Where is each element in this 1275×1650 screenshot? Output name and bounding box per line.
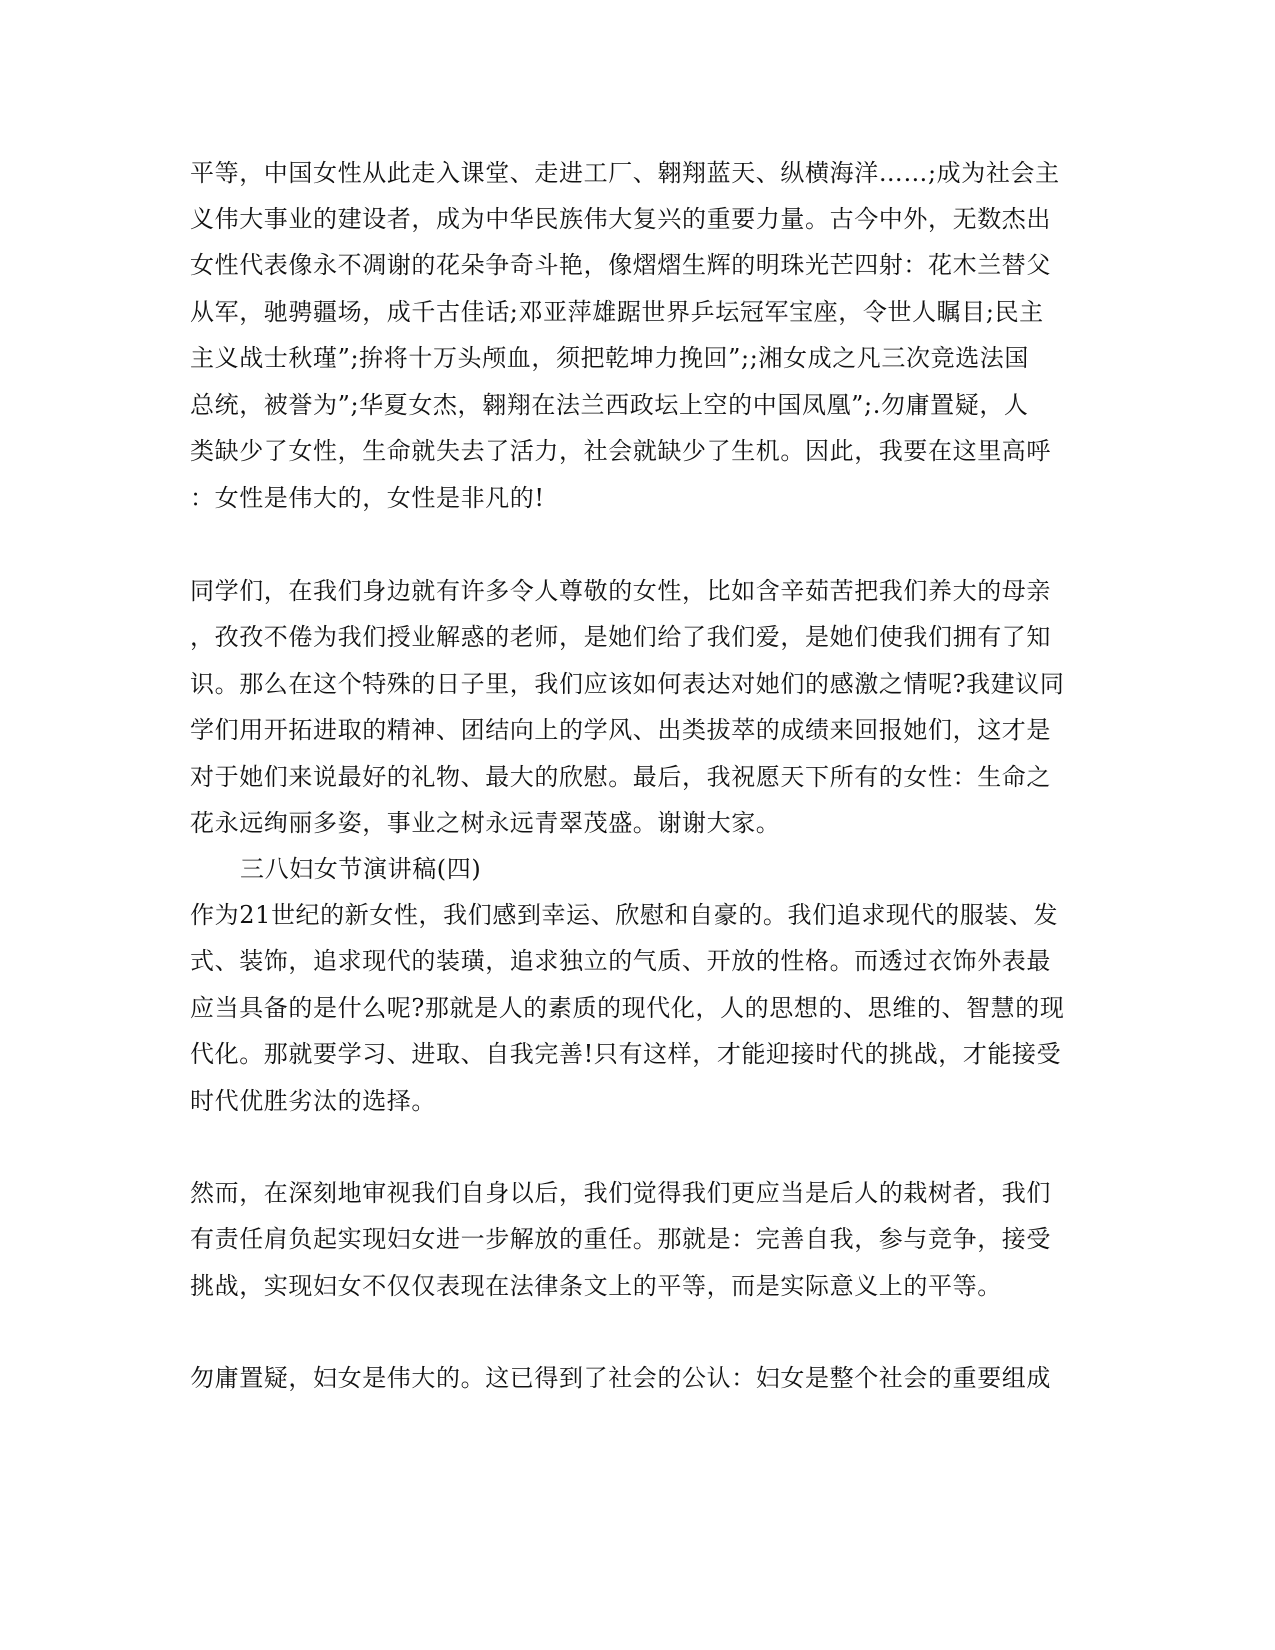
text-line: 同学们，在我们身边就有许多令人尊敬的女性，比如含辛茹苦把我们养大的母亲 (190, 577, 1051, 605)
text-line: 时代优胜劣汰的选择。 (190, 1087, 436, 1115)
text-line: 学们用开拓进取的精神、团结向上的学风、出类拔萃的成绩来回报她们，这才是 (190, 716, 1051, 744)
text-line: 类缺少了女性，生命就失去了活力，社会就缺少了生机。因此，我要在这里高呼 (190, 437, 1051, 465)
text-line: 有责任肩负起实现妇女进一步解放的重任。那就是：完善自我，参与竞争，接受 (190, 1225, 1051, 1253)
section-heading: 三八妇女节演讲稿(四) (240, 855, 482, 883)
text-line: 花永远绚丽多姿，事业之树永远青翠茂盛。谢谢大家。 (190, 809, 781, 837)
text-line: 作为21世纪的新女性，我们感到幸运、欣慰和自豪的。我们追求现代的服装、发 (190, 901, 1059, 929)
text-line: 然而，在深刻地审视我们自身以后，我们觉得我们更应当是后人的栽树者，我们 (190, 1179, 1051, 1207)
text-line: 代化。那就要学习、进取、自我完善!只有这样，才能迎接时代的挑战，才能接受 (190, 1040, 1062, 1068)
text-line: 女性代表像永不凋谢的花朵争奇斗艳，像熠熠生辉的明珠光芒四射：花木兰替父 (190, 251, 1051, 279)
text-line: 从军，驰骋疆场，成千古佳话;邓亚萍雄踞世界乒坛冠军宝座，令世人瞩目;民主 (190, 298, 1044, 326)
text-line: 义伟大事业的建设者，成为中华民族伟大复兴的重要力量。古今中外，无数杰出 (190, 205, 1051, 233)
text-line: 应当具备的是什么呢?那就是人的素质的现代化，人的思想的、思维的、智慧的现 (190, 994, 1065, 1022)
text-line: ，孜孜不倦为我们授业解惑的老师，是她们给了我们爱，是她们使我们拥有了知 (190, 623, 1051, 651)
text-line: 识。那么在这个特殊的日子里，我们应该如何表达对她们的感激之情呢?我建议同 (190, 670, 1065, 698)
text-line: 对于她们来说最好的礼物、最大的欣慰。最后，我祝愿天下所有的女性：生命之 (190, 763, 1051, 791)
text-line: 勿庸置疑，妇女是伟大的。这已得到了社会的公认：妇女是整个社会的重要组成 (190, 1364, 1051, 1392)
text-line: 主义战士秋瑾”;拚将十万头颅血，须把乾坤力挽回”;;湘女成之凡三次竞选法国 (190, 344, 1029, 372)
text-line: 平等，中国女性从此走入课堂、走进工厂、翱翔蓝天、纵横海洋……;成为社会主 (190, 159, 1060, 187)
text-line: 式、装饰，追求现代的装璜，追求独立的气质、开放的性格。而透过衣饰外表最 (190, 947, 1051, 975)
text-line: 挑战，实现妇女不仅仅表现在法律条文上的平等，而是实际意义上的平等。 (190, 1272, 1002, 1300)
text-line: ：女性是伟大的，女性是非凡的! (190, 484, 545, 512)
text-line: 总统，被誉为”;华夏女杰，翱翔在法兰西政坛上空的中国凤凰”;.勿庸置疑，人 (190, 391, 1029, 419)
